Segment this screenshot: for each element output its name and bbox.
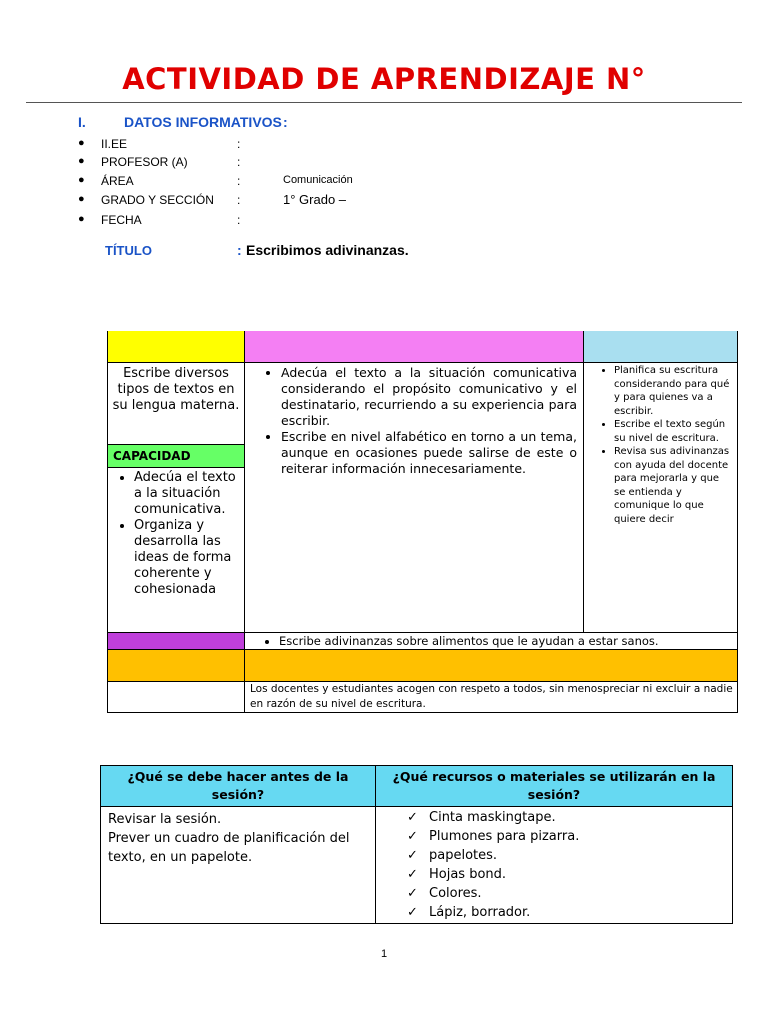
criterios-cell (583, 362, 738, 633)
recurso-label: Hojas bond. (429, 867, 507, 882)
capacidades-cell (107, 467, 245, 633)
section-number: I. (78, 114, 86, 130)
recursos-header: ¿Qué recursos o materiales se utilizarán en la sesión? (376, 766, 733, 807)
titulo-colon: : (237, 242, 242, 258)
proposito-label-cell (107, 632, 245, 650)
capacidad-item: • Adecúa el texto a la situación comunicativa. (134, 470, 242, 518)
antes-item: Revisar la sesión. (108, 812, 222, 827)
info-value: Comunicación (283, 174, 353, 186)
capacidades-list (110, 470, 242, 598)
recurso-item (407, 808, 731, 827)
enfoque-blank-cell (107, 681, 245, 713)
recurso-label: Colores. (429, 886, 482, 901)
desempenos-list (253, 365, 577, 477)
titulo-label: TÍTULO (105, 243, 152, 258)
recurso-item (407, 865, 731, 884)
capacidad-item: • Organiza y desarrolla las ideas de forma coherente y cohesionada (134, 518, 242, 598)
enfoque-cell (244, 681, 738, 713)
info-row-grado (78, 193, 478, 211)
competencia-header-cell (107, 331, 245, 363)
table-row (101, 807, 733, 924)
check-icon: ✓ (407, 848, 418, 863)
proposito-list (253, 633, 733, 649)
desempeno-item: • Escribe en nivel alfabético en torno a un tema, aunque en ocasiones puede salirse de este o reiterar información innecesariamente. (281, 429, 577, 477)
page-number: 1 (380, 948, 388, 960)
criterio-item: • Revisa sus adivinanzas con ayuda del docente para mejorarla y que se entienda y comunique lo que quiere decir (614, 445, 733, 526)
antes-list (102, 808, 374, 869)
recurso-label: Plumones para pizarra. (429, 829, 580, 844)
criterio-item: • Planifica su escritura considerando para qué y para quienes va a escribir. (614, 364, 733, 418)
info-colon: : (237, 155, 241, 169)
info-value: 1° Grado – (283, 192, 347, 207)
recurso-label: papelotes. (429, 848, 498, 863)
recurso-label: Cinta maskingtape. (429, 810, 556, 825)
info-row-fecha (78, 213, 478, 231)
enfoque-label-cell (107, 649, 245, 682)
competencia-text: Escribe diversos tipos de textos en su lengua materna. (112, 366, 240, 413)
titulo-value: Escribimos adivinanzas. (246, 242, 409, 258)
capacidad-header-label: CAPACIDAD (113, 449, 191, 463)
check-icon: ✓ (407, 886, 418, 901)
desempeno-item: • Adecúa el texto a la situación comunicativa considerando el propósito comunicativo y el destinatario, recurriendo a su experiencia para escribir. (281, 365, 577, 429)
info-label: PROFESOR (A) (101, 155, 188, 169)
info-row-profesor (78, 155, 478, 173)
criterio-item: • Escribe el texto según su nivel de escritura. (614, 418, 733, 445)
bullet-icon: ● (78, 155, 85, 167)
capacidad-header (107, 444, 245, 468)
desempenos-header-cell (244, 331, 584, 363)
proposito-item: • Escribe adivinanzas sobre alimentos que le ayudan a estar sanos. (279, 633, 733, 649)
bullet-icon: ● (78, 193, 85, 205)
bullet-icon: ● (78, 174, 85, 186)
info-label: ÁREA (101, 174, 134, 188)
desempenos-cell (244, 362, 584, 633)
recurso-item (407, 846, 731, 865)
info-label: GRADO Y SECCIÓN (101, 193, 214, 207)
check-icon: ✓ (407, 905, 418, 920)
bullet-icon: ● (78, 213, 85, 225)
info-row-iiee (78, 137, 478, 155)
recurso-item (407, 884, 731, 903)
preparation-table (100, 765, 733, 924)
recursos-list (377, 808, 731, 922)
competencia-cell (107, 362, 245, 445)
criterios-header-cell (583, 331, 738, 363)
criterios-list (588, 364, 733, 526)
section-colon: : (283, 114, 288, 130)
antes-cell (101, 807, 376, 924)
antes-header: ¿Qué se debe hacer antes de la sesión? (101, 766, 376, 807)
info-colon: : (237, 137, 241, 151)
check-icon: ✓ (407, 867, 418, 882)
check-icon: ✓ (407, 810, 418, 825)
info-label: FECHA (101, 213, 142, 227)
title-divider (26, 102, 742, 103)
info-row-area (78, 174, 478, 192)
recurso-label: Lápiz, borrador. (429, 905, 531, 920)
enfoque-header-cell (244, 649, 738, 682)
info-colon: : (237, 213, 241, 227)
section-title: DATOS INFORMATIVOS (124, 114, 282, 130)
recurso-item (407, 827, 731, 846)
info-colon: : (237, 193, 241, 207)
info-colon: : (237, 174, 241, 188)
antes-item: Prever un cuadro de planificación del texto, en un papelote. (108, 831, 350, 865)
recurso-item (407, 903, 731, 922)
page-title: ACTIVIDAD DE APRENDIZAJE N° (122, 62, 646, 96)
table-header-row (101, 766, 733, 807)
check-icon: ✓ (407, 829, 418, 844)
bullet-icon: ● (78, 137, 85, 149)
recursos-cell (376, 807, 733, 924)
info-label: II.EE (101, 137, 128, 151)
proposito-cell (244, 632, 738, 650)
enfoque-text: Los docentes y estudiantes acogen con respeto a todos, sin menospreciar ni excluir a nadie en razón de su nivel de escritura. (250, 683, 733, 710)
